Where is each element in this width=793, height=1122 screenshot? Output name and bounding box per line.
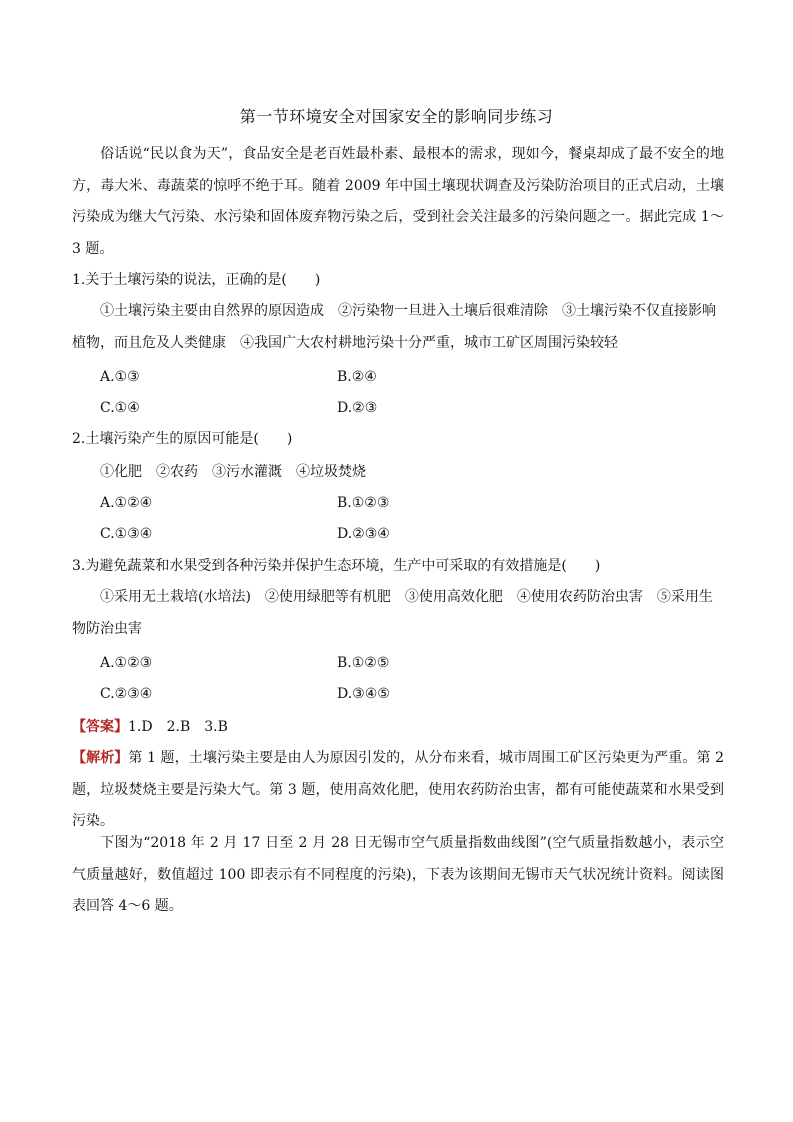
question-2-option-a[interactable]: A.①②④	[100, 495, 153, 511]
question-3-statements-text: ①采用无土栽培(水培法) ②使用绿肥等有机肥 ③使用高效化肥 ④使用农药防治虫害 ⑤采用生物防治虫害	[72, 589, 713, 637]
next-intro-paragraph	[72, 828, 724, 923]
analysis-paragraph	[72, 743, 724, 838]
question-2-statements: ①化肥 ②农药 ③污水灌溉 ④垃圾焚烧	[100, 464, 366, 480]
analysis-tag: 【解析】	[72, 750, 129, 766]
question-3-option-a[interactable]: A.①②③	[100, 655, 153, 671]
question-2-option-d[interactable]: D.②③④	[337, 526, 390, 542]
question-1-statements	[72, 296, 724, 359]
intro-text: 俗话说“民以食为天”，食品安全是老百姓最朴素、最根本的需求，现如今，餐桌却成了最不安全的地方，毒大米、毒蔬菜的惊呼不绝于耳。随着 2009 年中国土壤现状调查及污染防治项目的正式启动，土壤污染成为继大气污染、水污染和固体废弃物污染之后，受到社会关注最多的污染问题之一。据此完成 1～3 题。	[72, 146, 724, 257]
question-1-statements-text: ①土壤污染主要由自然界的原因造成 ②污染物一旦进入土壤后很难清除 ③土壤污染不仅直接影响植物，而且危及人类健康 ④我国广大农村耕地污染十分严重，城市工矿区周围污染较轻	[72, 303, 716, 351]
question-2-stem: 2.土壤污染产生的原因可能是( )	[72, 431, 293, 447]
answer-line	[72, 712, 724, 743]
question-1-stem: 1.关于土壤污染的说法，正确的是( )	[72, 272, 321, 288]
question-3-statements	[72, 582, 724, 645]
question-2-option-c[interactable]: C.①③④	[100, 526, 153, 542]
intro-paragraph	[72, 139, 724, 265]
question-1-option-a[interactable]: A.①③	[100, 369, 140, 385]
question-1-option-d[interactable]: D.②③	[337, 400, 378, 416]
question-1-option-c[interactable]: C.①④	[100, 400, 140, 416]
question-3-option-c[interactable]: C.②③④	[100, 686, 153, 702]
page-title: 第一节环境安全对国家安全的影响同步练习	[239, 107, 554, 126]
next-intro-text: 下图为“2018 年 2 月 17 日至 2 月 28 日无锡市空气质量指数曲线图”(空气质量指数越小，表示空气质量越好，数值超过 100 即表示有不同程度的污染)，下表为该期间无锡市天气状况统计资料。阅读图表回答 4～6 题。	[72, 835, 724, 914]
question-3-stem: 3.为避免蔬菜和水果受到各种污染并保护生态环境，生产中可采取的有效措施是( )	[72, 558, 601, 574]
answer-tag: 【答案】	[72, 719, 128, 735]
analysis-text: 第 1 题，土壤污染主要是由人为原因引发的，从分布来看，城市周围工矿区污染更为严重。第 2 题，垃圾焚烧主要是污染大气。第 3 题，使用高效化肥，使用农药防治虫害，都有可能使蔬菜和水果受到污染。	[72, 750, 725, 829]
question-1-option-b[interactable]: B.②④	[337, 369, 377, 385]
question-3-option-d[interactable]: D.③④⑤	[337, 686, 390, 702]
question-2-option-b[interactable]: B.①②③	[337, 495, 390, 511]
question-3-option-b[interactable]: B.①②⑤	[337, 655, 390, 671]
answer-text: 1.D 2.B 3.B	[128, 719, 228, 735]
